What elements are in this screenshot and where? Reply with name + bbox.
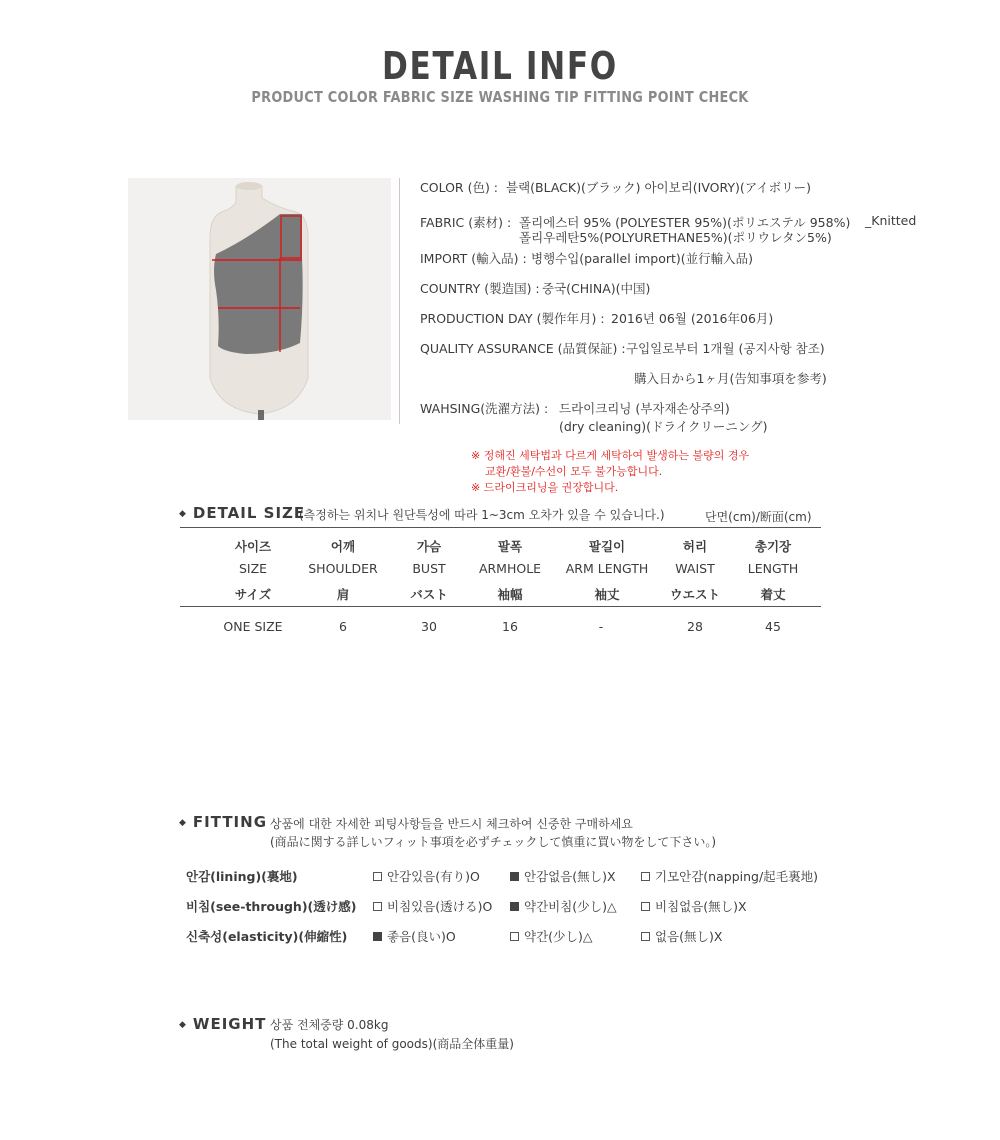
size-head-jp: 肩 bbox=[336, 587, 350, 602]
weight-line-2: (The total weight of goods)(商品全体重量) bbox=[270, 1037, 514, 1051]
size-cell: 6 bbox=[339, 619, 347, 634]
checkbox-icon bbox=[641, 872, 650, 881]
info-divider bbox=[399, 178, 400, 424]
care-note-1: ※ 정해진 세탁법과 다르게 세탁하여 발생하는 불량의 경우 bbox=[471, 449, 750, 462]
diamond-icon: ◆ bbox=[179, 1020, 187, 1030]
size-head-kr: 사이즈 bbox=[234, 539, 272, 554]
weight-line-1: 상품 전체중량 0.08kg bbox=[270, 1018, 389, 1032]
fabric-extra: _Knitted bbox=[865, 213, 917, 228]
fitting-heading bbox=[179, 813, 267, 831]
checkbox-checked-icon bbox=[373, 932, 382, 941]
import-value: 병행수입(parallel import)(並行輸入品) bbox=[531, 251, 754, 266]
quality-value-jp: 購入日から1ヶ月(告知事項を参考) bbox=[634, 371, 827, 386]
size-head-jp: 着丈 bbox=[760, 587, 786, 602]
product-photo bbox=[128, 178, 391, 420]
size-head-jp: ウエスト bbox=[669, 587, 720, 602]
country-value: 중국(CHINA)(中国) bbox=[542, 281, 651, 296]
color-label: COLOR (色) : bbox=[420, 180, 499, 195]
fabric-value-2: 폴리우레탄5%(POLYURETHANE5%)(ポリウレタン5%) bbox=[519, 230, 832, 245]
size-head-kr: 허리 bbox=[682, 539, 708, 554]
quality-value: 구입일로부터 1개월 (공지사항 참조) bbox=[626, 341, 825, 356]
fitting-option[interactable]: 없음(無し)X bbox=[641, 927, 722, 945]
size-head-kr: 팔폭 bbox=[497, 539, 523, 554]
size-cell: ONE SIZE bbox=[223, 619, 283, 634]
fitting-option[interactable]: 비침없음(無し)X bbox=[641, 897, 747, 915]
care-note-3: ※ 드라이크리닝을 권장합니다. bbox=[471, 481, 619, 494]
washing-label: WAHSING(洗濯方法) : bbox=[420, 401, 549, 416]
care-note-2: 교환/환불/수선이 모두 불가능합니다. bbox=[485, 465, 663, 478]
fitting-option[interactable]: 기모안감(napping/起毛裏地) bbox=[641, 867, 818, 885]
checkbox-checked-icon bbox=[510, 902, 519, 911]
weight-heading bbox=[179, 1015, 266, 1033]
fabric-value-1: 폴리에스터 95% (POLYESTER 95%)(ポリエステル 958%) bbox=[519, 215, 851, 230]
size-head-kr: 가슴 bbox=[416, 539, 442, 554]
import-label: IMPORT (輸入品) : bbox=[420, 251, 527, 266]
mannequin-illustration bbox=[128, 178, 391, 420]
checkbox-icon bbox=[641, 932, 650, 941]
size-table-top-rule bbox=[180, 527, 821, 528]
page-subtitle: PRODUCT COLOR FABRIC SIZE WASHING TIP FITTING POINT CHECK bbox=[251, 88, 749, 106]
size-head-kr: 팔길이 bbox=[588, 539, 626, 554]
fitting-option[interactable]: 안감있음(有り)O bbox=[373, 867, 480, 885]
size-head-jp: サイズ bbox=[234, 587, 272, 602]
size-cell: 45 bbox=[765, 619, 781, 634]
fitting-row-label: 신축성(elasticity)(伸縮性) bbox=[186, 929, 348, 944]
diamond-icon: ◆ bbox=[179, 818, 187, 828]
size-head-kr: 어깨 bbox=[330, 539, 356, 554]
checkbox-icon bbox=[510, 932, 519, 941]
fitting-desc-1: 상품에 대한 자세한 피팅사항들을 반드시 체크하여 신중한 구매하세요 bbox=[270, 817, 633, 831]
checkbox-checked-icon bbox=[510, 872, 519, 881]
checkbox-icon bbox=[373, 902, 382, 911]
size-head-jp: 袖丈 bbox=[594, 587, 620, 602]
size-head-en: SIZE bbox=[238, 561, 268, 576]
color-value: 블랙(BLACK)(ブラック) 아이보리(IVORY)(アイボリー) bbox=[506, 180, 812, 195]
detail-size-unit: 단면(cm)/断面(cm) bbox=[705, 510, 812, 524]
weight-title: WEIGHT bbox=[192, 1015, 267, 1033]
detail-size-title: DETAIL SIZE bbox=[192, 504, 306, 522]
size-cell: 28 bbox=[687, 619, 703, 634]
fabric-label: FABRIC (素材) : bbox=[420, 215, 512, 230]
checkbox-icon bbox=[373, 872, 382, 881]
detail-size-heading bbox=[179, 504, 305, 522]
size-head-en: LENGTH bbox=[747, 561, 799, 576]
fitting-option[interactable]: 비침있음(透ける)O bbox=[373, 897, 492, 915]
fitting-option[interactable]: 약간비침(少し)△ bbox=[510, 897, 617, 915]
fitting-option[interactable]: 좋음(良い)O bbox=[373, 927, 456, 945]
production-label: PRODUCTION DAY (製作年月) : bbox=[420, 311, 605, 326]
detail-size-note: (측정하는 위치나 원단특성에 따라 1~3cm 오차가 있을 수 있습니다.) bbox=[299, 508, 665, 522]
washing-value-1: 드라이크리닝 (부자재손상주의) bbox=[559, 401, 730, 416]
size-table-mid-rule bbox=[180, 606, 821, 607]
fitting-row-label: 안감(lining)(裏地) bbox=[186, 869, 298, 884]
fitting-desc-2: (商品に関する詳しいフィット事項を必ずチェックして慎重に買い物をして下さい。) bbox=[270, 835, 717, 849]
size-head-jp: 袖幅 bbox=[497, 587, 523, 602]
size-head-kr: 총기장 bbox=[754, 539, 792, 554]
size-head-en: SHOULDER bbox=[308, 561, 378, 576]
size-cell: 16 bbox=[502, 619, 518, 634]
checkbox-icon bbox=[641, 902, 650, 911]
size-head-en: BUST bbox=[412, 561, 446, 576]
size-head-jp: バスト bbox=[410, 587, 448, 602]
fitting-option[interactable]: 약간(少し)△ bbox=[510, 927, 593, 945]
country-label: COUNTRY (製造国) : bbox=[420, 281, 540, 296]
size-head-en: WAIST bbox=[675, 561, 715, 576]
fitting-option[interactable]: 안감없음(無し)X bbox=[510, 867, 616, 885]
page-title: DETAIL INFO bbox=[382, 44, 618, 88]
size-cell: 30 bbox=[421, 619, 437, 634]
size-cell: - bbox=[598, 619, 604, 634]
size-head-en: ARMHOLE bbox=[478, 561, 542, 576]
fitting-row-label: 비침(see-through)(透け感) bbox=[186, 899, 357, 914]
production-value: 2016년 06월 (2016年06月) bbox=[611, 311, 774, 326]
washing-value-2: (dry cleaning)(ドライクリーニング) bbox=[559, 419, 768, 434]
size-head-en: ARM LENGTH bbox=[565, 561, 649, 576]
quality-label: QUALITY ASSURANCE (品質保証) : bbox=[420, 341, 626, 356]
diamond-icon: ◆ bbox=[179, 509, 187, 519]
fitting-title: FITTING bbox=[192, 813, 268, 831]
